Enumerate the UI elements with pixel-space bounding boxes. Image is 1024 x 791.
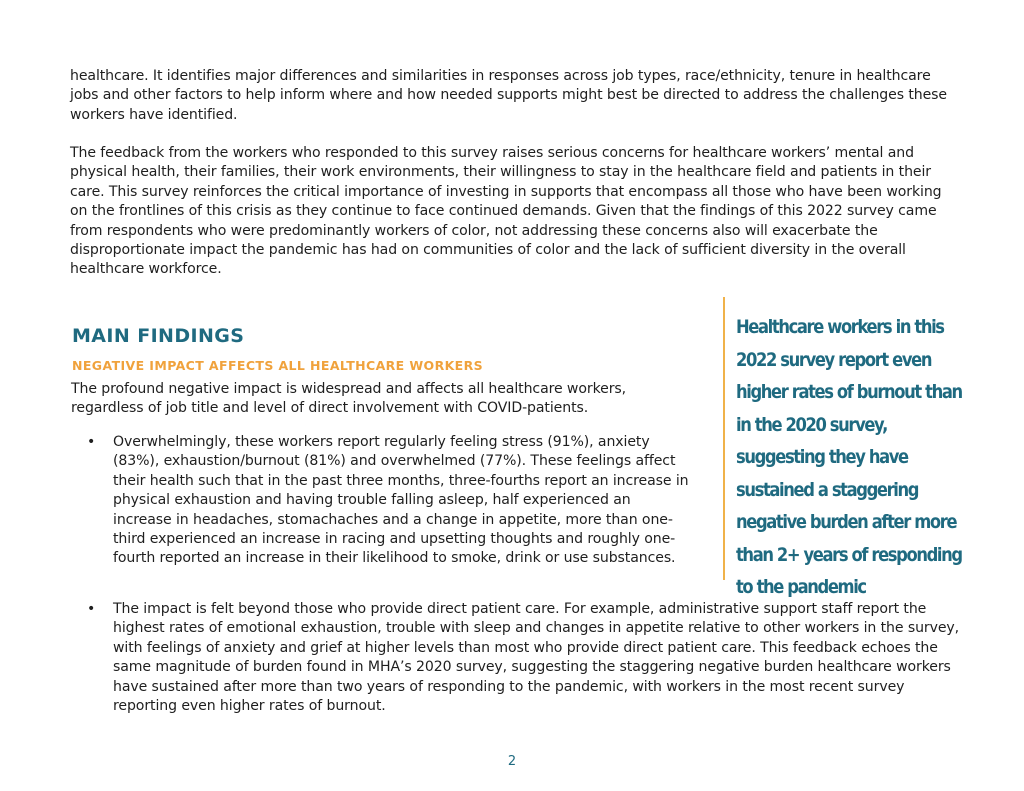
list-item-text: The impact is felt beyond those who provide direct patient care. For example, administrative support staff report the highest rates of emotional exhaustion, trouble with sleep and changes in appetite relative to other workers in the survey, with feelings of anxiety and grief at higher levels than most who provide direct patient care. This feedback echoes the same magnitude of burden found in MHA’s 2020 survey, suggesting the staggering negative burden healthcare workers have sustained after more than two years of responding to the pandemic, with workers in the most recent survey reporting even higher rates of burnout. [113, 601, 960, 715]
list-item-text: Overwhelmingly, these workers report regularly feeling stress (91%), anxiety (83%), exhaustion/burnout (81%) and overwhelmed (77%). These feelings affect their health such that in the past three months, three-fourths report an increase in physical exhaustion and having trouble falling asleep, half experienced an increase in headaches, stomachaches and a change in appetite, more than one-third experienced an increase in racing and upsetting thoughts and roughly one-fourth reported an increase in their likelihood to smoke, drink or use substances. [113, 434, 689, 567]
section-subheading: NEGATIVE IMPACT AFFECTS ALL HEALTHCARE WORKERS [72, 358, 484, 373]
list-item [87, 433, 693, 569]
section-heading: MAIN FINDINGS [72, 325, 245, 347]
section-intro: The profound negative impact is widespread and affects all healthcare workers, regardless of job title and level of direct involvement with COVID-patients. [71, 381, 627, 417]
page-number: 2 [507, 754, 517, 769]
list-item [87, 600, 963, 716]
pull-quote-text: Healthcare workers in this 2022 survey report even higher rates of burnout than in the 2020 survey, suggesting they have sustained a staggering negative burden after more than 2+ years of responding to the pandemic [736, 316, 962, 598]
pull-quote [723, 297, 965, 598]
body-paragraph-1: healthcare. It identifies major differences and similarities in responses across job types, race/ethnicity, tenure in healthcare jobs and other factors to help inform where and how needed supports might best be directed to address the challenges these workers have identified. [70, 68, 947, 123]
bullet-icon: • [87, 601, 96, 617]
bullet-icon: • [87, 434, 96, 450]
main-findings-section [72, 322, 692, 419]
body-paragraph-2: The feedback from the workers who responded to this survey raises serious concerns for healthcare workers’ mental and physical health, their families, their work environments, their willingness to stay in the healthcare field and patients in their care. This survey reinforces the critical importance of investing in supports that encompass all those who have been working on the frontlines of this crisis as they continue to face continued demands. Given that the findings of this 2022 survey came from respondents who were predominantly workers of color, not addressing these concerns also will exacerbate the disproportionate impact the pandemic has had on communities of color and the lack of sufficient diversity in the overall healthcare workforce. [70, 145, 942, 278]
